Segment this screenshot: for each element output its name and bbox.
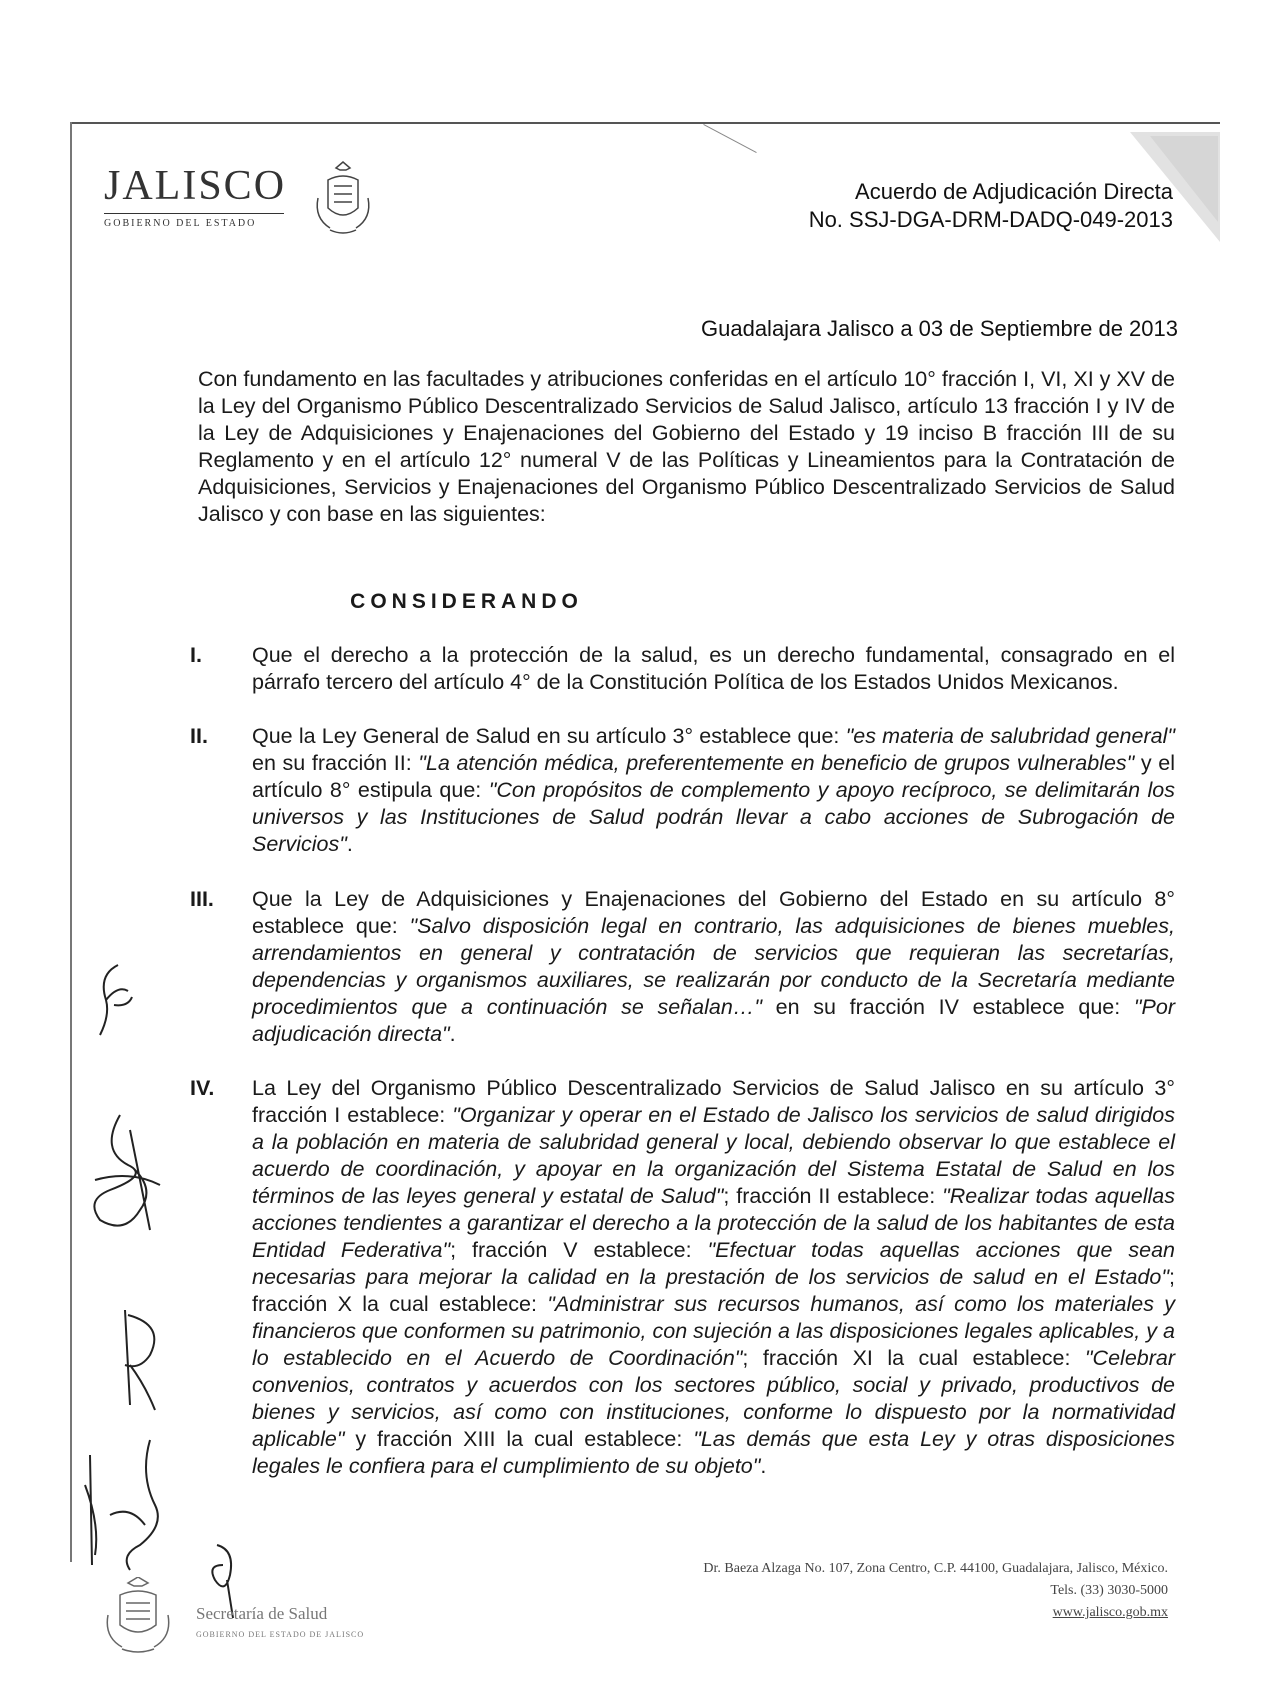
footer-department-name: Secretaría de Salud — [196, 1604, 328, 1623]
item-text: La Ley del Organismo Público Descentralizado Servicios de Salud Jalisco en su artículo 3° fracción I establece: "Organizar y operar en el Estado de Jalisco los servicios de salud dirigidos a la población en materia de salubridad general y local, debiendo observar lo que establece el acuerdo de coordinación, y apoyar en la organización del Sistema Estatal de Salud en los términos de las leyes general y estatal de Salud"; fracción II establece: "Realizar todas aquellas acciones tendientes a garantizar el derecho a la protección de la salud de los habitantes de esta Entidad Federativa"; fracción V establece: "Efectuar todas aquellas acciones que sean necesarias para mejorar la calidad en la prestación de los servicios de salud en el Estado"; fracción X la cual establece: "Administrar sus recursos humanos, así como los materiales y financieros que conformen su patrimonio, con sujeción a las disposiciones legales aplicables, y a lo establecido en el Acuerdo de Coordinación"; fracción XI la cual establece: "Celebrar convenios, contratos y acuerdos con los sectores público, social y privado, productivos de bienes y servicios, así como con instituciones, conforme lo dispuesto por la normatividad aplicable" y fracción XIII la cual establece: "Las demás que esta Ley y otras disposiciones legales le confiera para el cumplimiento de su objeto". — [252, 1076, 1176, 1478]
handwritten-signature-1 — [80, 1110, 170, 1240]
jalisco-logo — [104, 165, 286, 229]
document-header — [809, 178, 1173, 234]
scan-mark — [703, 124, 756, 153]
heading-text: CONSIDERANDO — [350, 590, 583, 613]
handwritten-signature-2 — [70, 1435, 180, 1575]
handwritten-initial-1 — [88, 955, 138, 1045]
state-crest-icon — [308, 158, 378, 238]
footer-crest-icon — [98, 1577, 178, 1657]
footer-website-link[interactable]: www.jalisco.gob.mx — [1052, 1605, 1168, 1620]
item-number: I. — [190, 643, 202, 667]
document-number: No. SSJ-DGA-DRM-DADQ-049-2013 — [808, 207, 1173, 232]
intro-paragraph: Con fundamento en las facultades y atribuciones conferidas en el artículo 10° fracción I, VI, XI y XV de la Ley del Organismo Público Descentralizado Servicios de Salud Jalisco, artículo 13 fracción I y IV de la Ley de Adquisiciones y Enajenaciones del Gobierno del Estado y 19 inciso B fracción III de su Reglamento y en el artículo 12° numeral V de las Políticas y Lineamientos para la Contratación de Adquisiciones, Servicios y Enajenaciones del Organismo Público Descentralizado Servicios de Salud Jalisco y con base en las siguientes: — [198, 367, 1175, 526]
logo-subtitle: GOBIERNO DEL ESTADO — [104, 218, 257, 229]
item-number: III. — [190, 887, 214, 911]
item-text: Que la Ley de Adquisiciones y Enajenaciones del Gobierno del Estado en su artículo 8° establece que: "Salvo disposición legal en contrario, las adquisiciones de bienes muebles, arrendamientos en general y contratación de servicios que requieran las secretarías, dependencias y organismos auxiliares, se realizarán por conducto de la Secretaría mediante procedimientos que a continuación se señalan…" en su fracción IV establece que: "Por adjudicación directa". — [252, 887, 1175, 1046]
footer-address: Dr. Baeza Alzaga No. 107, Zona Centro, C.P. 44100, Guadalajara, Jalisco, México. — [703, 1561, 1168, 1576]
considerando-item — [190, 886, 1175, 1048]
logo-wordmark: JALISCO — [104, 163, 287, 209]
date-line: Guadalajara Jalisco a 03 de Septiembre de 2013 — [701, 316, 1178, 341]
item-text: Que la Ley General de Salud en su artículo 3° establece que: "es materia de salubridad general" en su fracción II: "La atención médica, preferentemente en beneficio de grupos vulnerables" y el artículo 8° estipula que: "Con propósitos de complemento y apoyo recíproco, se delimitarán los universos y las Instituciones de Salud podrán llevar a cabo acciones de Subrogación de Servicios". — [252, 724, 1176, 856]
item-text: Que el derecho a la protección de la salud, es un derecho fundamental, consagrado en el párrafo tercero del artículo 4° de la Constitución Política de los Estados Unidos Mexicanos. — [252, 643, 1175, 694]
footer-address-block — [703, 1558, 1168, 1624]
page-frame-left — [70, 122, 72, 1562]
document-title: Acuerdo de Adjudicación Directa — [855, 179, 1173, 204]
footer-department-subtitle: GOBIERNO DEL ESTADO DE JALISCO — [196, 1630, 365, 1639]
considerando-item — [190, 1075, 1175, 1480]
item-number: IV. — [190, 1076, 215, 1100]
considerando-item — [190, 723, 1175, 858]
item-number: II. — [190, 724, 208, 748]
section-heading — [0, 590, 1273, 614]
footer-phone: Tels. (33) 3030-5000 — [1050, 1583, 1168, 1598]
considerando-item — [190, 642, 1175, 696]
handwritten-initial-2 — [100, 1305, 170, 1415]
page-frame-top — [70, 122, 1220, 124]
